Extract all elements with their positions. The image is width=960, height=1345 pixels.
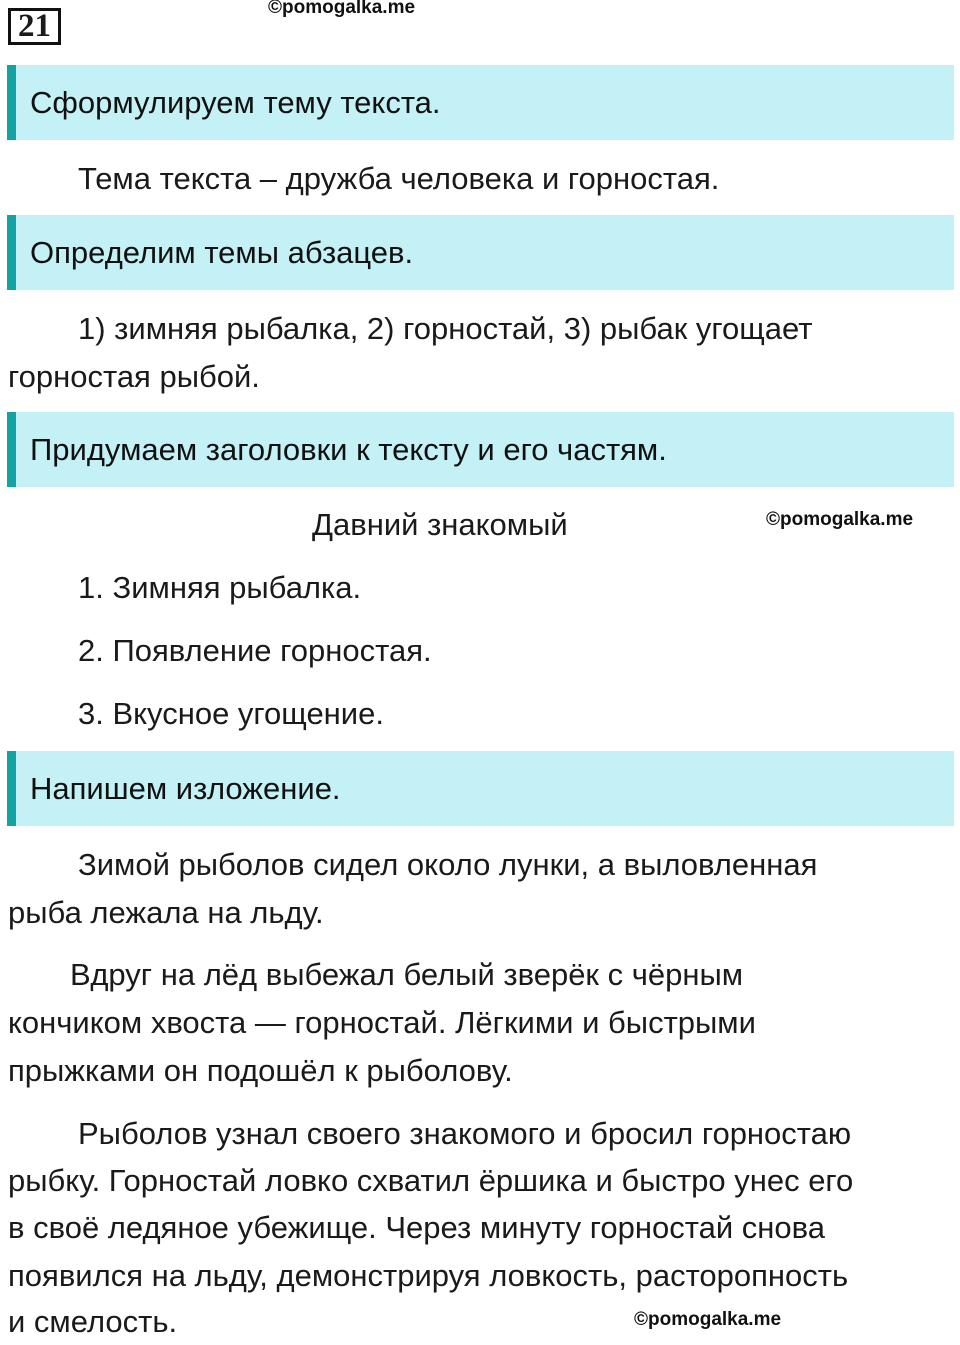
essay-p2-line-3: прыжками он подошёл к рыболову. (8, 1053, 513, 1088)
essay-p3-line-5: и смелость. (8, 1304, 178, 1339)
essay-p3-line-1: Рыболов узнал своего знакомого и бросил горностаю (78, 1116, 852, 1151)
essay-p2-line-2: кончиком хвоста — горностай. Лёгкими и быстрыми (8, 1005, 756, 1040)
essay-p1-line-1: Зимой рыболов сидел около лунки, а выловленная (78, 847, 818, 882)
task-number: 21 (8, 8, 61, 45)
theme-text: Тема текста – дружба человека и горностая. (78, 161, 720, 196)
essay-p3-line-4: появился на льду, демонстрируя ловкость, расторопность (8, 1258, 849, 1293)
essay-p1-line-2: рыба лежала на льду. (8, 895, 324, 930)
text-title: Давний знакомый (312, 507, 568, 542)
plan-item-2: 2. Появление горностая. (78, 633, 432, 668)
watermark-middle: ©pomogalka.me (766, 509, 914, 530)
essay-p3-line-3: в своё ледяное убежище. Через минуту горностай снова (8, 1210, 826, 1245)
plan-item-3: 3. Вкусное угощение. (78, 696, 384, 731)
watermark-top: ©pomogalka.me (268, 0, 416, 18)
section-header-theme: Сформулируем тему текста. (7, 65, 954, 140)
essay-p2-line-1: Вдруг на лёд выбежал белый зверёк с чёрным (70, 957, 744, 992)
section-header-titles: Придумаем заголовки к тексту и его частям. (7, 412, 954, 487)
essay-p3-line-2: рыбку. Горностай ловко схватил ёршика и быстро унес его (8, 1163, 854, 1198)
watermark-bottom: ©pomogalka.me (634, 1309, 782, 1330)
paragraph-topics-line-1: 1) зимняя рыбалка, 2) горностай, 3) рыбак угощает (78, 311, 813, 346)
section-header-paragraph-topics: Определим темы абзацев. (7, 215, 954, 290)
paragraph-topics-line-2: горностая рыбой. (8, 359, 260, 394)
plan-item-1: 1. Зимняя рыбалка. (78, 570, 362, 605)
section-header-essay: Напишем изложение. (7, 751, 954, 826)
